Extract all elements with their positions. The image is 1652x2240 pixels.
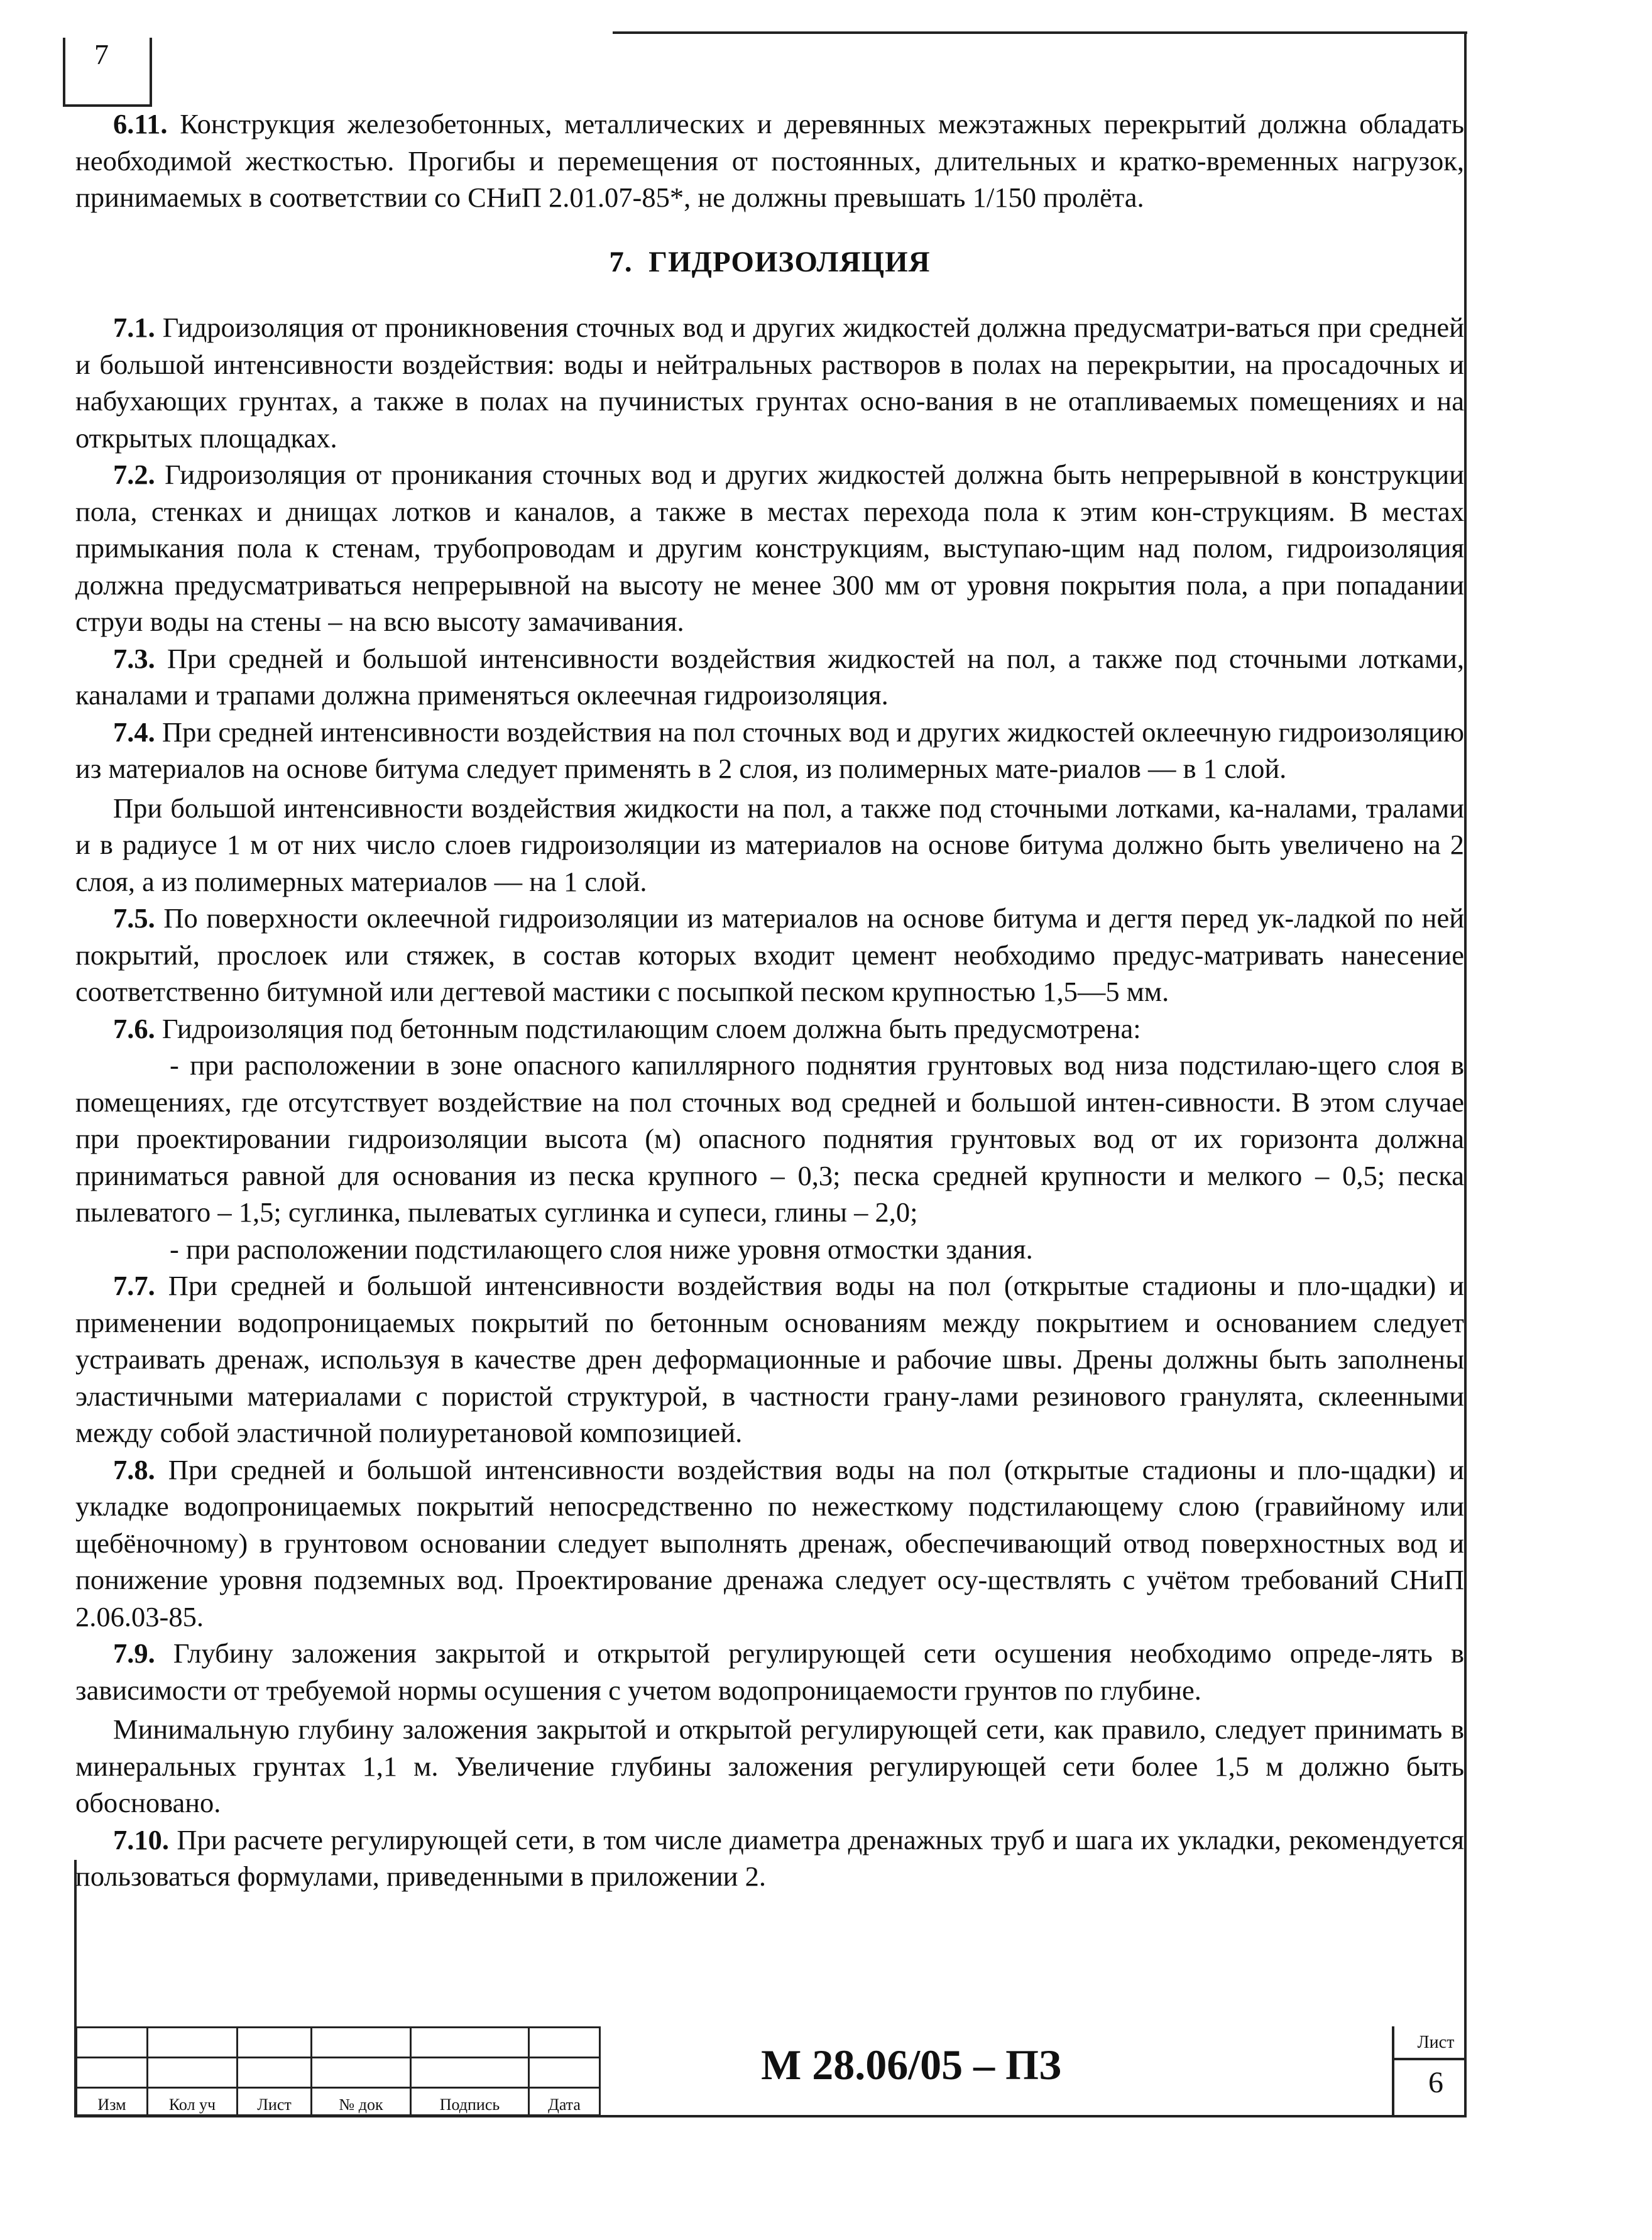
revision-cell: [77, 2028, 148, 2058]
paragraph-text: Гидроизоляция от проникания сточных вод и других жидкостей должна быть непрерывной в конструкции пола, стенках и днищах лотков и каналов, а также в местах перехода пола к этим кон-струкциям. В местах примыкания пола к стенам, трубопроводам и другим конструкциям, выступаю-щим над полом, гидроизоляция должна предусматриваться непрерывной на высоту не менее 300 мм от уровня покрытия пола, а при попадании струи воды на стены – на всю высоту замачивания.: [75, 459, 1464, 637]
paragraph-text: При средней и большой интенсивности воздействия воды на пол (открытые стадионы и пло-щадки) и применении водопроницаемых покрытий по бетонным основаниям между покрытием и основанием следует устраивать дренаж, используя в качестве дрен деформационные и рабочие швы. Дрены должны быть заполнены эластичными материалами с пористой структурой, в частности грану-лами резинового гранулята, склеенными между собой эластичной полиуретановой композицией.: [75, 1270, 1464, 1448]
paragraph-number: 7.6.: [113, 1012, 155, 1044]
paragraph-number: 7.10.: [113, 1823, 169, 1855]
column-header-change: Изм: [77, 2088, 148, 2116]
paragraph-text: При средней интенсивности воздействия на пол сточных вод и других жидкостей оклеечную гидроизоляцию из материалов на основе битума следует применять в 2 слоя, из полимерных мате-риалов — в 1 слой.: [75, 716, 1464, 784]
paragraph-number: 6.11.: [113, 108, 168, 139]
column-header-sheet: Лист: [238, 2088, 312, 2116]
paragraph-7-10: [75, 1822, 1464, 1895]
paragraph-number: 7.7.: [113, 1270, 155, 1301]
sheet-number: 6: [1428, 2066, 1443, 2099]
revision-cell: [238, 2028, 312, 2058]
revision-cell: [411, 2058, 529, 2088]
column-header-count: Кол уч: [148, 2088, 238, 2116]
section-heading: [75, 244, 1464, 281]
paragraph-number: 7.3.: [113, 642, 155, 674]
paragraph-7-5: [75, 900, 1464, 1010]
paragraph-7-2: [75, 456, 1464, 640]
paragraph-7-3: [75, 640, 1464, 714]
revision-cell: [77, 2058, 148, 2088]
revision-cell: [411, 2028, 529, 2058]
revision-cell: [238, 2058, 312, 2088]
paragraph-text: При средней и большой интенсивности воздействия жидкостей на пол, а также под сточными лотками, каналами и трапами должна применяться оклеечная гидроизоляция.: [75, 642, 1465, 711]
title-block: [75, 2026, 1464, 2117]
paragraph-number: 7.2.: [113, 459, 155, 490]
paragraph-7-4: [75, 714, 1464, 787]
paragraph-7-6-item-b: - при расположении подстилающего слоя ниже уровня отмостки здания.: [170, 1233, 1033, 1265]
paragraph-7-9: [75, 1635, 1464, 1708]
frame-left-top-border: [63, 38, 65, 107]
frame-corner-right-border: [150, 38, 152, 107]
paragraph-text: Глубину заложения закрытой и открытой регулирующей сети осушения необходимо опреде-лять в зависимости от требуемой нормы осушения с учетом водопроницаемости грунтов по глубине.: [75, 1637, 1465, 1706]
paragraph-text: При расчете регулирующей сети, в том числе диаметра дренажных труб и шага их укладки, рекомендуется пользоваться формулами, приведенными в приложении 2.: [75, 1823, 1465, 1892]
paragraph-text: Гидроизоляция под бетонным подстилающим слоем должна быть предусмотрена:: [161, 1012, 1141, 1044]
paragraph-7-9-continued: Минимальную глубину заложения закрытой и открытой регулирующей сети, как правило, следует принимать в минеральных грунтах 1,1 м. Увеличение глубины заложения регулирующей сети более 1,5 м должно быть обосновано.: [75, 1713, 1464, 1818]
paragraph-6-11: [75, 106, 1464, 216]
sheet-box-left-border: [1392, 2026, 1394, 2117]
section-number: 7.: [609, 245, 633, 278]
paragraph-number: 7.1.: [113, 312, 155, 343]
paragraph-number: 7.9.: [113, 1637, 155, 1669]
frame-right-border: [1464, 31, 1467, 2117]
paragraph-7-4-continued: При большой интенсивности воздействия жидкости на пол, а также под сточными лотками, ка-налами, тралами и в радиусе 1 м от них число слоев гидроизоляции из материалов на основе битума должно быть увеличено на 2 слоя, а из полимерных материалов — на 1 слой.: [75, 792, 1464, 897]
revision-table: [75, 2026, 601, 2116]
column-header-signature: Подпись: [411, 2088, 529, 2116]
sheet-label: Лист: [1417, 2033, 1455, 2052]
revision-cell: [529, 2058, 600, 2088]
paragraph-text: Гидроизоляция от проникновения сточных вод и других жидкостей должна предусматри-ваться при средней и большой интенсивности воздействия: воды и нейтральных растворов в полах на перекрытии, на просадочных и набухающих грунтах, а также в полах на пучинистых грунтах осно-вания в не отапливаемых помещениях и на открытых площадках.: [75, 312, 1464, 454]
paragraph-7-8: [75, 1451, 1464, 1636]
paragraph-7-1: [75, 309, 1464, 456]
document-body: [75, 106, 1464, 1895]
paragraph-text: Конструкция железобетонных, металлических и деревянных межэтажных перекрытий должна обладать необходимой жесткостью. Прогибы и перемещения от постоянных, длительных и кратко-временных нагрузок, принимаемых в соответствии со СНиП 2.01.07-85*, не должны превышать 1/150 пролёта.: [75, 108, 1464, 213]
paragraph-number: 7.8.: [113, 1453, 155, 1485]
revision-cell: [148, 2028, 238, 2058]
frame-top-border: [613, 31, 1467, 34]
paragraph-7-6: [75, 1010, 1464, 1047]
revision-cell: [529, 2028, 600, 2058]
paragraph-number: 7.4.: [113, 716, 155, 748]
revision-cell: [148, 2058, 238, 2088]
corner-page-number: 7: [94, 38, 109, 70]
section-title: ГИДРОИЗОЛЯЦИЯ: [648, 245, 931, 278]
revision-cell: [312, 2028, 411, 2058]
paragraph-number: 7.5.: [113, 902, 155, 934]
sheet-box-divider: [1392, 2058, 1464, 2060]
column-header-date: Дата: [529, 2088, 600, 2116]
document-code: М 28.06/05 – ПЗ: [761, 2041, 1061, 2089]
paragraph-7-7: [75, 1267, 1464, 1451]
paragraph-7-6-item-a: - при расположении в зоне опасного капиллярного поднятия грунтовых вод низа подстилаю-щего слоя в помещениях, где отсутствует воздействие на пол сточных вод средней и большой интен-сивности. В этом случае при проектировании гидроизоляции высота (м) опасного поднятия грунтовых вод от их горизонта должна приниматься равной для основания из песка крупного – 0,3; песка средней крупности и мелкого – 0,5; песка пылеватого – 1,5; суглинка, пылеватых суглинка и супеси, глины – 2,0;: [75, 1049, 1464, 1228]
paragraph-text: При средней и большой интенсивности воздействия воды на пол (открытые стадионы и пло-щадки) и укладке водопроницаемых покрытий непосредственно по нежесткому подстилающему слою (гравийному или щебёночному) в грунтовом основании следует выполнять дренаж, обеспечивающий отвод поверхностных вод и понижение уровня подземных вод. Проектирование дренажа следует осу-ществлять с учётом требований СНиП 2.06.03-85.: [75, 1453, 1464, 1632]
column-header-doc-number: № док: [312, 2088, 411, 2116]
paragraph-text: По поверхности оклеечной гидроизоляции из материалов на основе битума и дегтя перед ук-ладкой по ней покрытий, прослоек или стяжек, в состав которых входит цемент необходимо предус-матривать нанесение соответственно битумной или дегтевой мастики с посыпкой песком крупностью 1,5—5 мм.: [75, 902, 1465, 1007]
revision-cell: [312, 2058, 411, 2088]
